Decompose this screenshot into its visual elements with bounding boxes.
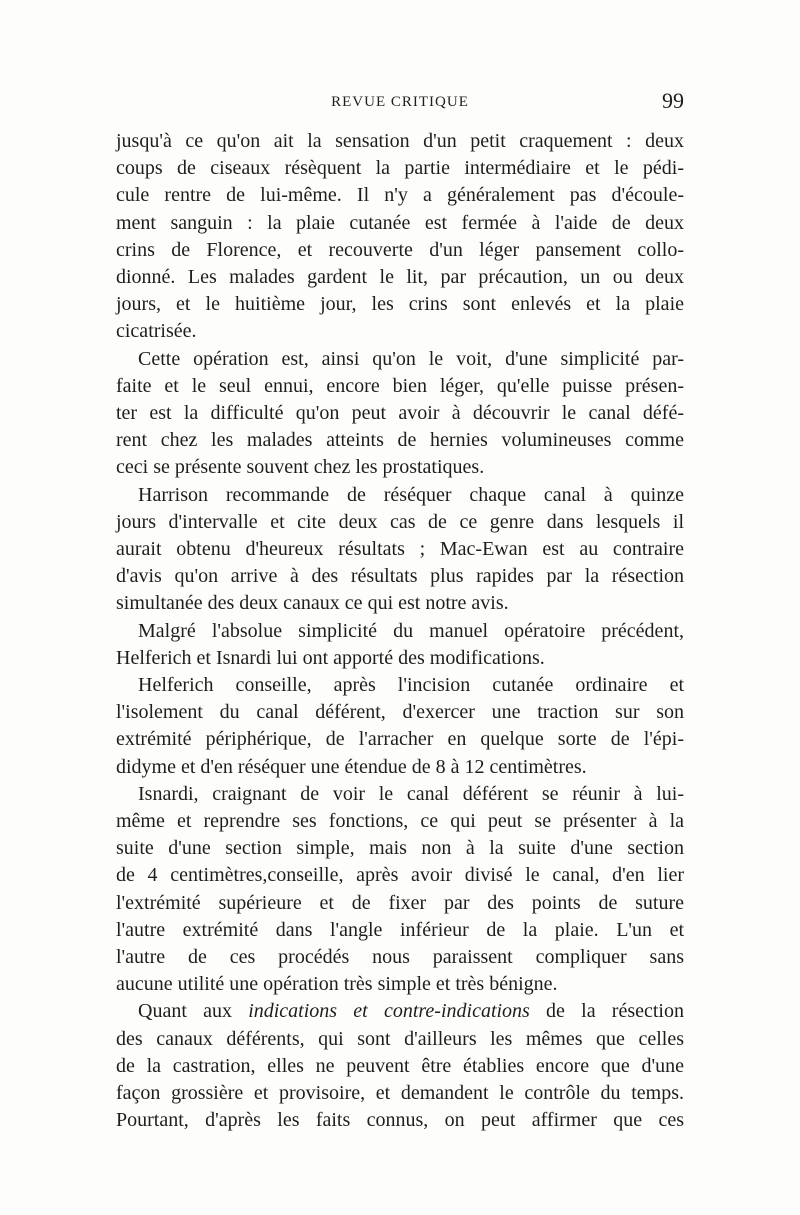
- text-line: coups de ciseaux résèquent la partie intermédiaire et le pédi-: [116, 157, 684, 180]
- text-line: dionné. Les malades gardent le lit, par précaution, un ou deux: [116, 266, 684, 288]
- text-line: suite d'une section simple, mais non à la suite d'une section: [116, 837, 684, 860]
- text-line: d'avis qu'on arrive à des résultats plus rapides par la résection: [116, 565, 684, 588]
- italic-phrase: indications et contre-indications: [248, 1000, 530, 1023]
- text-line: des canaux déférents, qui sont d'ailleurs les mêmes que celles: [116, 1027, 684, 1050]
- text-line: façon grossière et provisoire, et demandent le contrôle du temps.: [116, 1082, 684, 1104]
- text-line: cicatrisée.: [116, 320, 197, 343]
- text-line: l'autre extrémité dans l'angle inférieur de la plaie. L'un et: [116, 918, 684, 941]
- text-run: Quant aux: [138, 1000, 249, 1023]
- text-line: de la castration, elles ne peuvent être établies encore que d'une: [116, 1054, 684, 1077]
- text-line: ter est la difficulté qu'on peut avoir à découvrir le canal défé-: [116, 402, 684, 424]
- text-line: Cette opération est, ainsi qu'on le voit, d'une simplicité par-: [138, 347, 684, 370]
- text-line: jusqu'à ce qu'on ait la sensation d'un petit craquement : deux: [116, 130, 684, 152]
- text-line: jours, et le huitième jour, les crins sont enlevés et la plaie: [116, 293, 684, 316]
- text-line: rent chez les malades atteints de hernies volumineuses comme: [116, 429, 684, 452]
- text-line: Helferich et Isnardi lui ont apporté des modifications.: [116, 646, 545, 669]
- text-line: Isnardi, craignant de voir le canal déférent se réunir à lui-: [138, 782, 684, 805]
- text-line: ment sanguin : la plaie cutanée est fermée à l'aide de deux: [116, 211, 684, 234]
- page-header: [116, 88, 684, 128]
- text-line: Harrison recommande de réséquer chaque canal à quinze: [138, 483, 684, 506]
- text-line: l'autre de ces procédés nous paraissent compliquer sans: [116, 946, 684, 968]
- page-number: 99: [662, 88, 684, 113]
- text-line: didyme et d'en réséquer une étendue de 8 à 12 centimètres.: [116, 755, 587, 778]
- text-run: de la résection: [529, 1000, 684, 1023]
- text-line: faite et le seul ennui, encore bien léger, qu'elle puisse présen-: [116, 374, 684, 397]
- text-line: jours d'intervalle et cite deux cas de ce genre dans lesquels il: [116, 510, 684, 533]
- text-line: crins de Florence, et recouverte d'un léger pansement collo-: [116, 238, 684, 261]
- text-line: aurait obtenu d'heureux résultats ; Mac-Ewan est au contraire: [116, 538, 684, 560]
- text-line: Pourtant, d'après les faits connus, on peut affirmer que ces: [116, 1109, 684, 1132]
- running-head: REVUE CRITIQUE: [331, 94, 469, 110]
- text-line: même et reprendre ses fonctions, ce qui peut se présenter à la: [116, 810, 684, 832]
- text-line: cule rentre de lui-même. Il n'y a généralement pas d'écoule-: [116, 184, 684, 207]
- text-line: aucune utilité une opération très simple et très bénigne.: [116, 973, 558, 996]
- text-line: simultanée des deux canaux ce qui est notre avis.: [116, 592, 509, 615]
- text-line: ceci se présente souvent chez les prostatiques.: [116, 456, 485, 479]
- text-line: Malgré l'absolue simplicité du manuel opératoire précédent,: [138, 619, 684, 642]
- text-line: extrémité périphérique, de l'arracher en quelque sorte de l'épi-: [116, 728, 684, 751]
- text-line: [116, 998, 684, 1025]
- text-line: Helferich conseille, après l'incision cutanée ordinaire et: [138, 674, 684, 696]
- text-line: l'extrémité supérieure et de fixer par des points de suture: [116, 891, 684, 914]
- text-line: de 4 centimètres,conseille, après avoir divisé le canal, d'en lier: [116, 864, 684, 887]
- text-line: l'isolement du canal déférent, d'exercer une traction sur son: [116, 701, 684, 724]
